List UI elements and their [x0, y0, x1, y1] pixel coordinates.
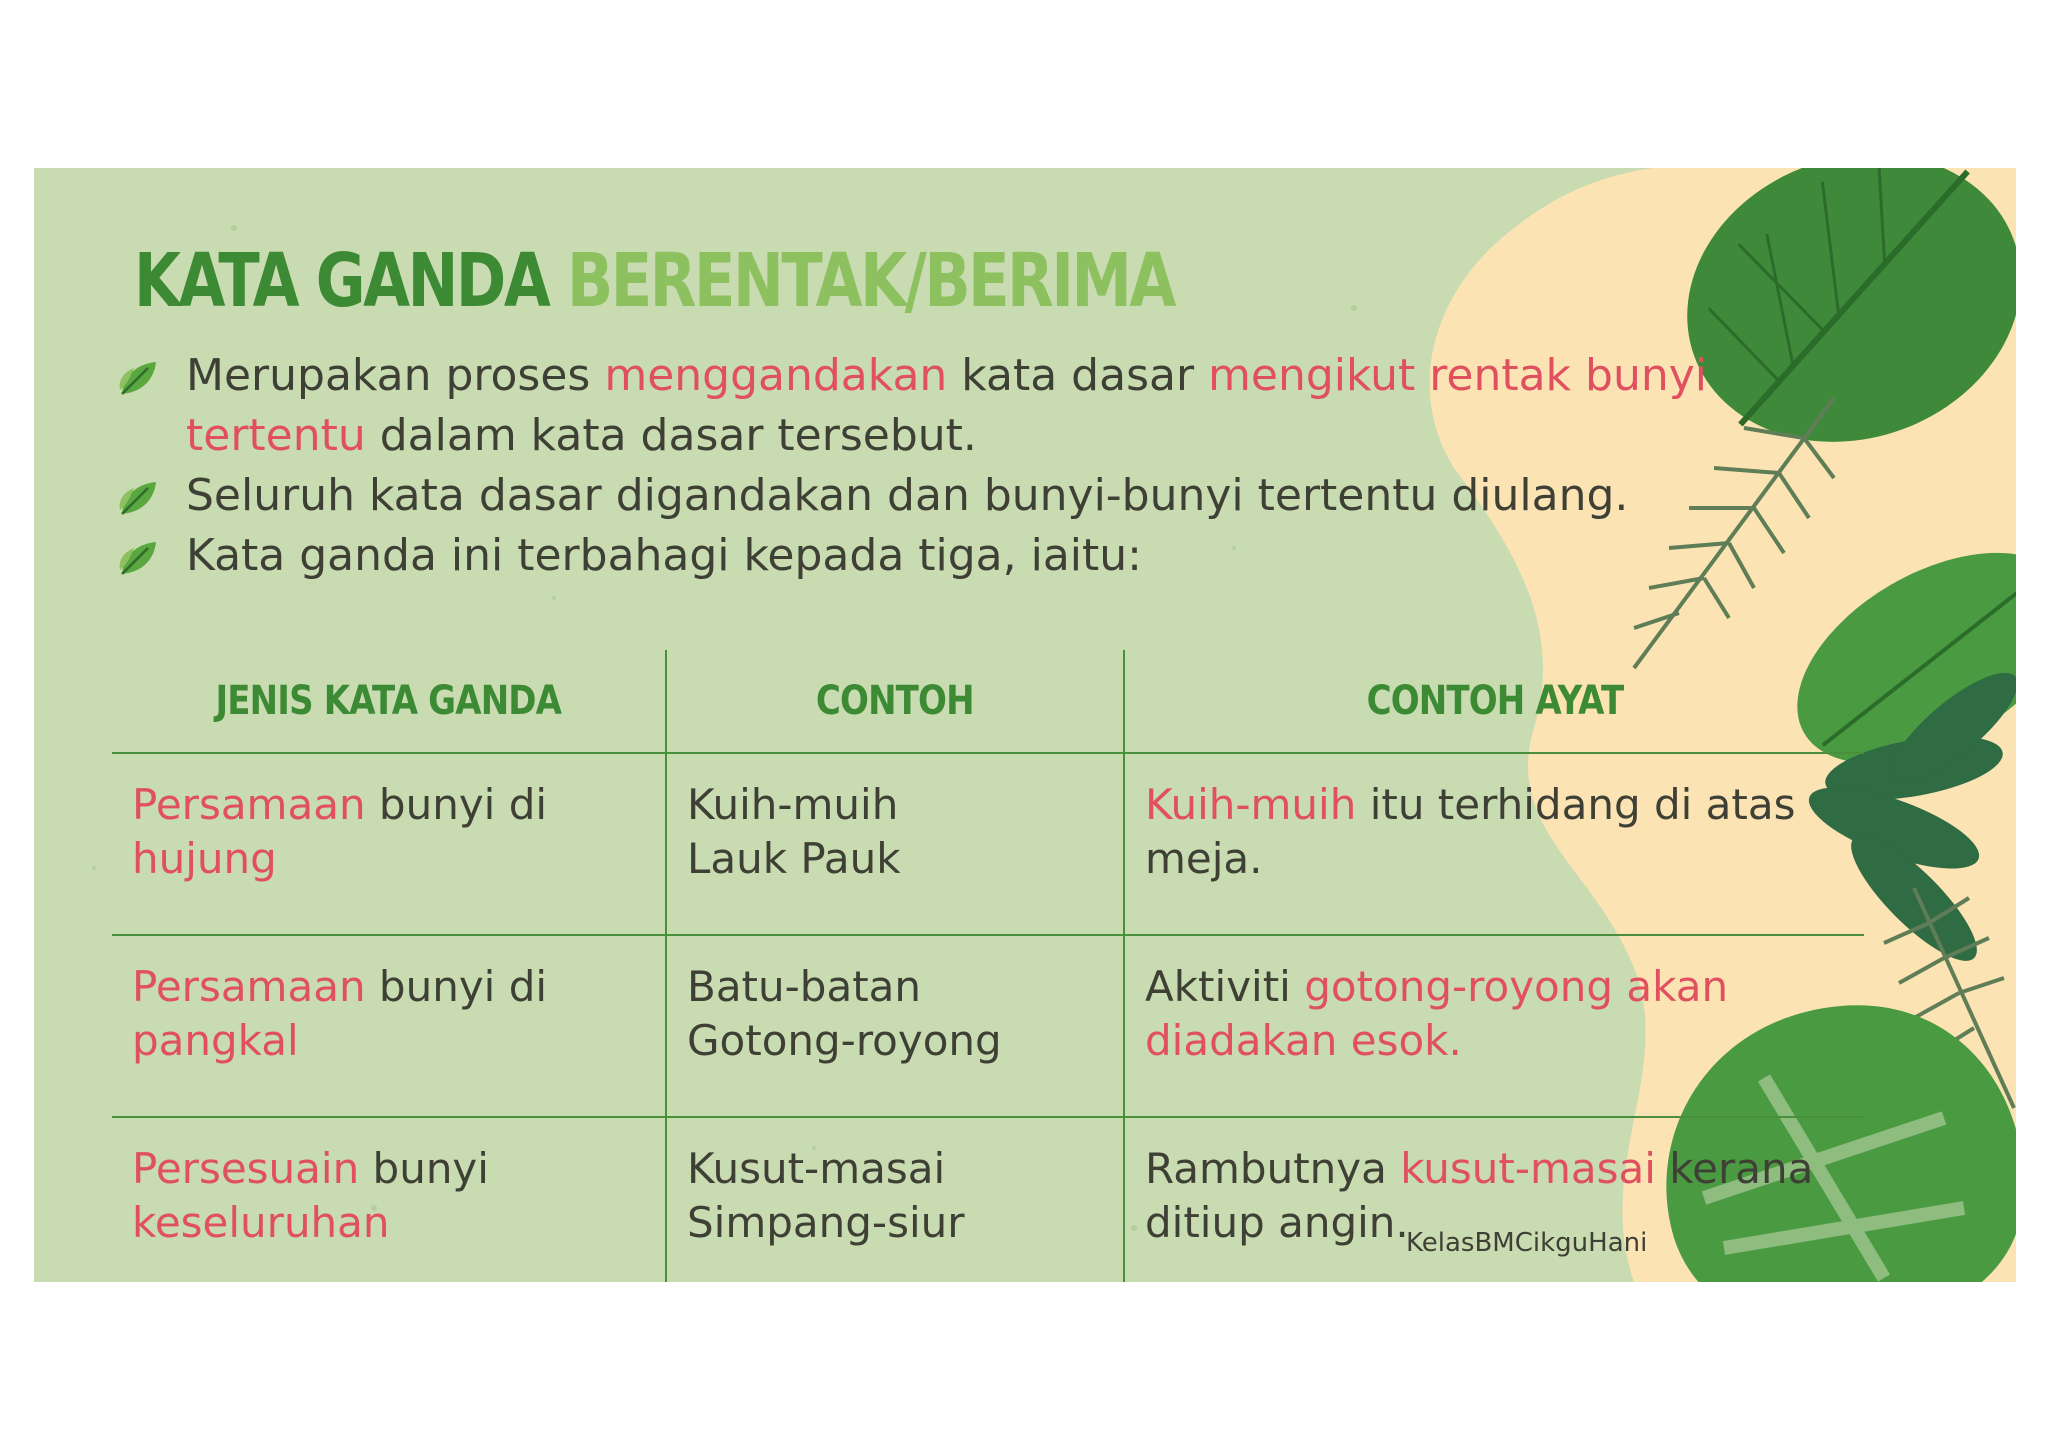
highlight-text: pangkal [132, 1016, 299, 1065]
leaf-bullet-icon [116, 536, 160, 580]
bullet-item [84, 526, 1844, 586]
example-word: Simpang-siur [687, 1198, 965, 1247]
highlight-text: keseluruhan [132, 1198, 390, 1247]
title-part-1: KATA GANDA [134, 238, 549, 324]
cell-jenis [112, 935, 666, 1117]
header-contoh: CONTOH [666, 650, 1124, 753]
leaf-bullet-icon [116, 356, 160, 400]
title-part-2: BERENTAK/BERIMA [566, 238, 1174, 324]
body-text: bunyi di [365, 962, 548, 1011]
highlight-text: Persamaan [132, 780, 366, 829]
body-text: Rambutnya [1145, 1144, 1401, 1193]
highlight-text: gotong-royong [1304, 962, 1614, 1011]
highlight-text: kusut-masai [1400, 1144, 1656, 1193]
header-jenis: JENIS KATA GANDA [112, 650, 666, 753]
table-row [112, 935, 1864, 1117]
bullet-item [84, 466, 1844, 526]
bullet-item [84, 346, 1844, 466]
highlight-text: menggandakan [604, 350, 948, 401]
highlight-text: Persamaan [132, 962, 366, 1011]
body-text: kata dasar [947, 350, 1209, 401]
cell-jenis [112, 753, 666, 935]
body-text: Kata ganda ini terbahagi kepada tiga, iaitu: [186, 530, 1142, 581]
body-text: Seluruh kata dasar digandakan dan bunyi-bunyi tertentu diulang. [186, 470, 1629, 521]
table-container [112, 650, 1864, 1282]
body-text: Merupakan proses [186, 350, 605, 401]
example-word: Lauk Pauk [687, 834, 901, 883]
leaf-bullet-icon [116, 476, 160, 520]
body-text: Aktiviti [1145, 962, 1305, 1011]
page-title [134, 238, 1174, 324]
body-text: itu terhidang di atas meja. [1145, 780, 1796, 883]
highlight-text: Persesuain [132, 1144, 360, 1193]
highlight-text: mengikut rentak bunyi tertentu [186, 350, 1707, 461]
body-text: bunyi [359, 1144, 489, 1193]
example-word: Kuih-muih [687, 780, 899, 829]
body-text: bunyi di [365, 780, 548, 829]
example-word: Batu-batan [687, 962, 922, 1011]
cell-contoh [666, 935, 1124, 1117]
body-text: dalam kata dasar tersebut. [365, 410, 977, 461]
cell-contoh [666, 753, 1124, 935]
credit-text: KelasBMCikguHani [1406, 1228, 1648, 1258]
cell-contoh-ayat [1124, 753, 1864, 935]
cell-contoh-ayat [1124, 935, 1864, 1117]
table-body [112, 753, 1864, 1282]
example-word: Gotong-royong [687, 1016, 1002, 1065]
highlight-text: hujung [132, 834, 277, 883]
bullet-list [84, 346, 1844, 586]
table-header-row [112, 650, 1864, 753]
highlight-text: Kuih-muih [1145, 780, 1357, 829]
highlight-text: akan diadakan esok. [1145, 962, 1729, 1065]
header-contoh-ayat: CONTOH AYAT [1124, 650, 1864, 753]
infographic-card [34, 168, 2016, 1282]
body-text: kerana ditiup angin. [1145, 1144, 1814, 1247]
cell-jenis [112, 1117, 666, 1282]
cell-contoh [666, 1117, 1124, 1282]
example-word: Kusut-masai [687, 1144, 946, 1193]
kata-ganda-table [112, 650, 1864, 1282]
table-row [112, 753, 1864, 935]
